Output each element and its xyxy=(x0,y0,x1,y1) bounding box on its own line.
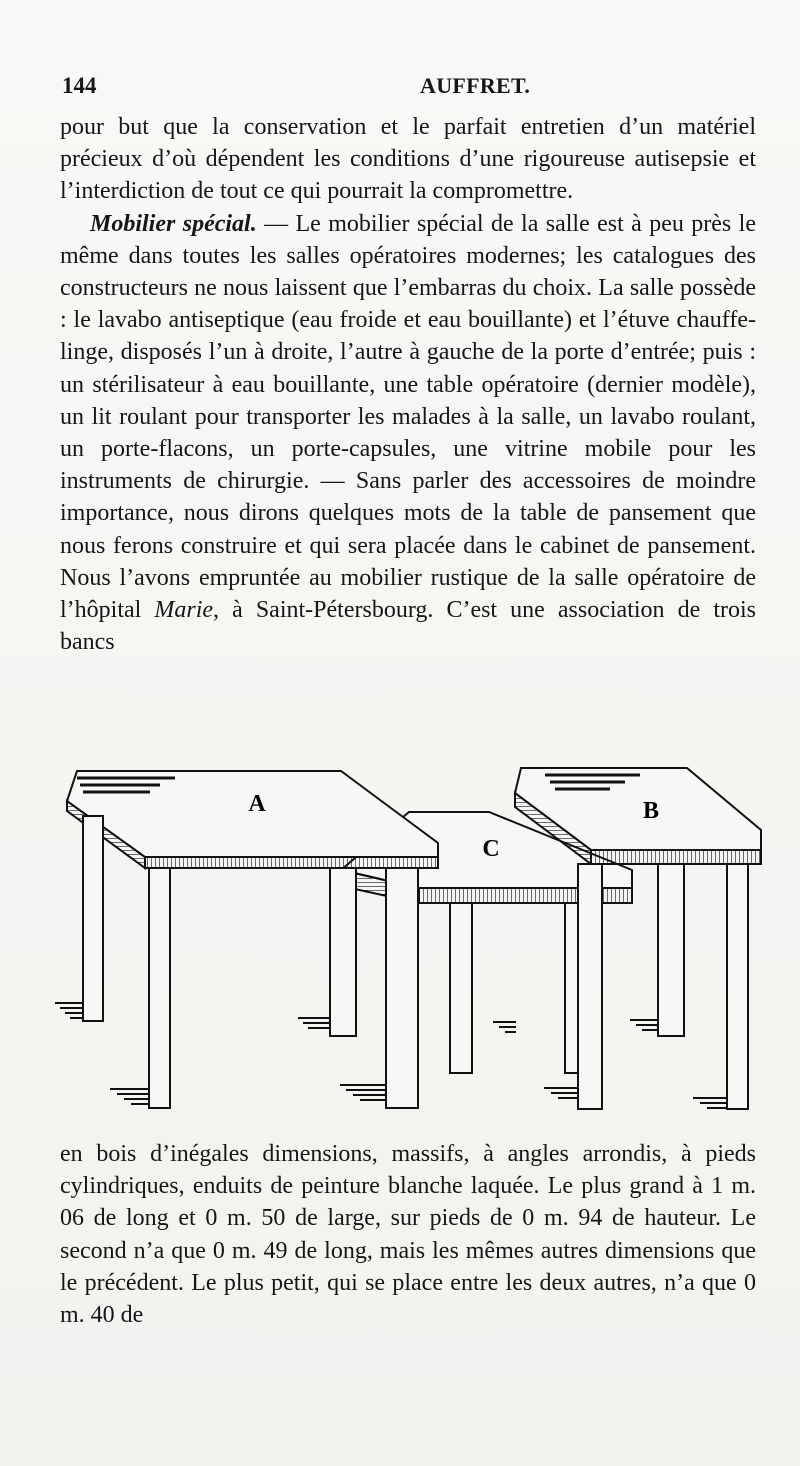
bench-figure xyxy=(55,758,770,1126)
lower-text-block xyxy=(60,1138,756,1331)
paragraph-2-body: — Le mobilier spécial de la salle est à peu près le même dans toutes les salles opératoires modernes; les catalogues des constructeurs ne nous laissent que l’embarras du choix. La salle possède : le lavabo antiseptique (eau froide et eau bouillante) et l’étuve chauffe-linge, disposés l’un à droite, l’autre à gauche de la porte d’entrée; puis : un stérilisateur à eau bouillante, une table opératoire (dernier modèle), un lit roulant pour transporter les malades à la salle, un lavabo roulant, un porte-flacons, un porte-capsules, une vitrine mobile pour les instruments de chirurgie. — Sans parler des accessoires de moindre importance, nous dirons quelques mots de la table de pansement que nous ferons construire et qui sera placée dans le cabinet de pansement. Nous l’avons empruntée au mobilier rustique de la salle opératoire de l’hôpital xyxy=(60,210,756,624)
upper-text-block xyxy=(60,111,756,658)
page-number: 144 xyxy=(62,73,97,98)
bench-b xyxy=(515,768,761,1109)
section-label: Mobilier spécial. xyxy=(90,210,257,237)
hospital-name: Marie xyxy=(154,597,214,624)
bench-illustration xyxy=(55,758,770,1126)
paragraph-1-text: pour but que la conservation et le parfait entretien d’un matériel précieux d’où dépendent les conditions d’une rigoureuse autisepsie et l’interdiction de tout ce qui pourrait la compromettre. xyxy=(60,114,756,205)
bench-a xyxy=(67,771,438,1108)
label-b: B xyxy=(642,798,660,824)
paragraph-3 xyxy=(60,1138,756,1331)
running-head: AUFFRET. xyxy=(420,73,531,98)
paragraph-1 xyxy=(60,111,756,208)
paragraph-2 xyxy=(60,208,756,659)
label-c: C xyxy=(482,836,500,862)
label-a: A xyxy=(248,791,266,817)
paragraph-2-end: , à Saint-Pétersbourg. C’est une association de trois bancs xyxy=(60,597,756,656)
page-header xyxy=(60,70,752,104)
paragraph-3-text: en bois d’inégales dimensions, massifs, à angles arrondis, à pieds cylindriques, enduits de peinture blanche laquée. Le plus grand à 1 m. 06 de long et 0 m. 50 de large, sur pieds de 0 m. 94 de hauteur. Le second n’a que 0 m. 49 de long, mais les mêmes autres dimensions que le précédent. Le plus petit, qui se place entre les deux autres, n’a que 0 m. 40 de xyxy=(60,1141,756,1329)
